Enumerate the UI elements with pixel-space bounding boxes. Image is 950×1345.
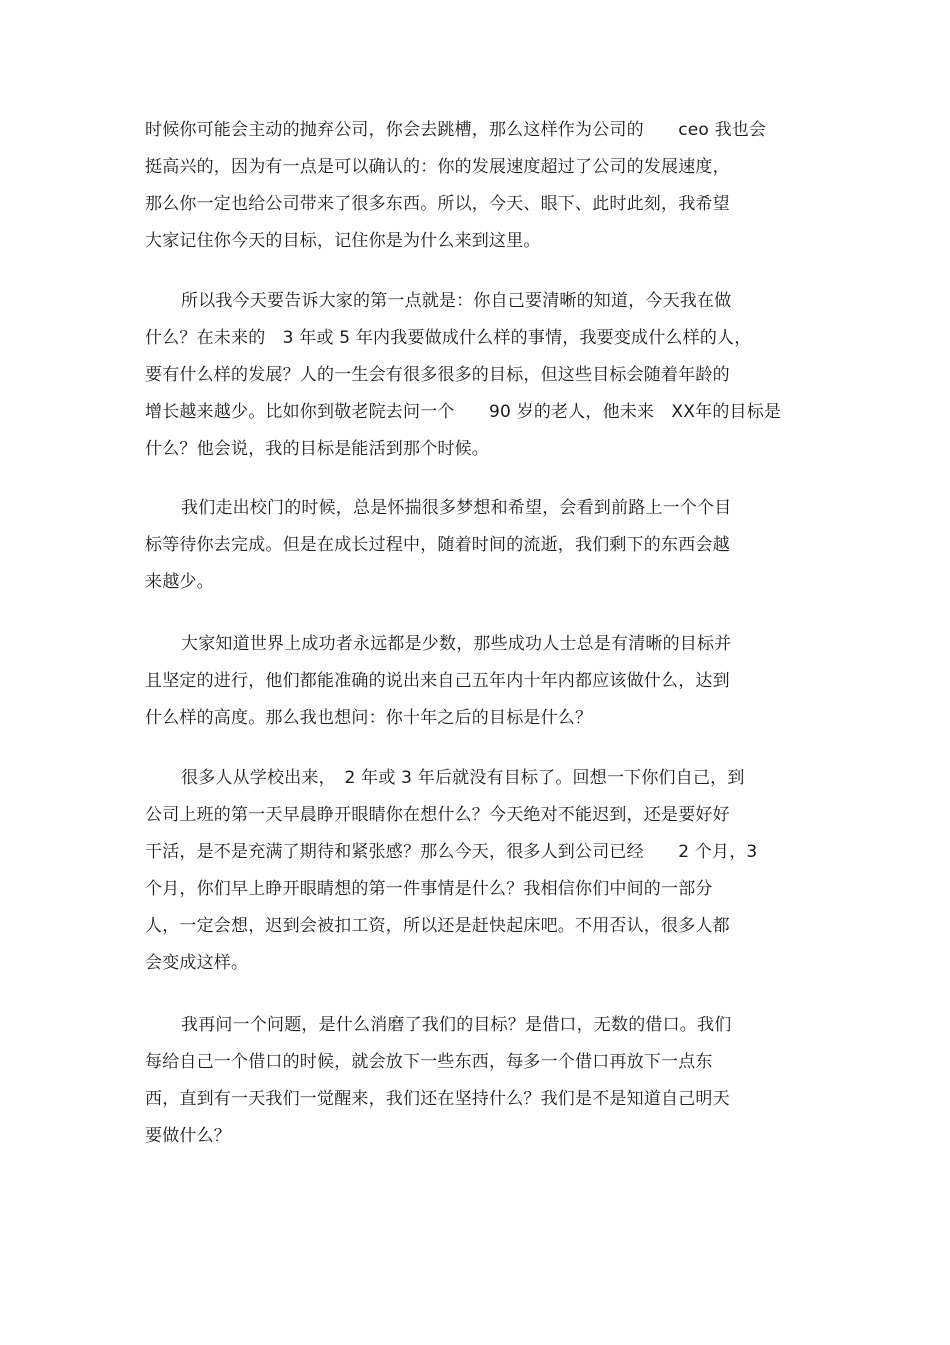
paragraph-line: 增长越来越少。比如你到敬老院去问一个 90 岁的老人，他未来 XX年的目标是 (145, 402, 782, 422)
paragraph-line: 所以我今天要告诉大家的第一点就是：你自己要清晰的知道，今天我在做 (181, 291, 732, 311)
paragraph-4 (145, 626, 805, 737)
paragraph-line: 个月，你们早上睁开眼睛想的第一件事情是什么？我相信你们中间的一部分 (145, 879, 713, 899)
paragraph-line: 要做什么？ (145, 1126, 231, 1146)
paragraph-line: 什么？在未来的 3 年或 5 年内我要做成什么样的事情，我要变成什么样的人， (145, 328, 752, 348)
paragraph-3 (145, 490, 805, 601)
paragraph-line: 且坚定的进行，他们都能准确的说出来自己五年内十年内都应该做什么，达到 (145, 671, 730, 691)
paragraph-line: 我们走出校门的时候，总是怀揣很多梦想和希望，会看到前路上一个个目 (181, 498, 732, 518)
paragraph-line: 时候你可能会主动的抛弃公司，你会去跳槽，那么这样作为公司的 ceo 我也会 (145, 120, 767, 140)
paragraph-line: 大家记住你今天的目标，记住你是为什么来到这里。 (145, 231, 541, 251)
paragraph-line: 会变成这样。 (145, 953, 249, 973)
paragraph-line: 干活，是不是充满了期待和紧张感？那么今天，很多人到公司已经 2 个月，3 (145, 842, 758, 862)
paragraph-line: 那么你一定也给公司带来了很多东西。所以，今天、眼下、此时此刻，我希望 (145, 194, 730, 214)
paragraph-line: 每给自己一个借口的时候，就会放下一些东西，每多一个借口再放下一点东 (145, 1052, 713, 1072)
paragraph-5 (145, 760, 805, 982)
paragraph-line: 人，一定会想，迟到会被扣工资，所以还是赶快起床吧。不用否认，很多人都 (145, 916, 730, 936)
paragraph-line: 公司上班的第一天早晨睁开眼睛你在想什么？今天绝对不能迟到，还是要好好 (145, 805, 730, 825)
paragraph-line: 标等待你去完成。但是在成长过程中，随着时间的流逝，我们剩下的东西会越 (145, 535, 730, 555)
paragraph-2 (145, 283, 805, 468)
paragraph-line: 大家知道世界上成功者永远都是少数，那些成功人士总是有清晰的目标并 (181, 634, 732, 654)
paragraph-line: 西，直到有一天我们一觉醒来，我们还在坚持什么？我们是不是知道自己明天 (145, 1089, 730, 1109)
paragraph-line: 很多人从学校出来， 2 年或 3 年后就没有目标了。回想一下你们自己，到 (181, 768, 745, 788)
paragraph-line: 来越少。 (145, 572, 214, 592)
paragraph-line: 我再问一个问题，是什么消磨了我们的目标？是借口，无数的借口。我们 (181, 1015, 732, 1035)
paragraph-line: 要有什么样的发展？人的一生会有很多很多的目标，但这些目标会随着年龄的 (145, 365, 730, 385)
paragraph-6 (145, 1007, 805, 1155)
paragraph-line: 什么样的高度。那么我也想问：你十年之后的目标是什么？ (145, 708, 593, 728)
paragraph-1 (145, 112, 805, 260)
paragraph-line: 什么？他会说，我的目标是能活到那个时候。 (145, 439, 489, 459)
paragraph-line: 挺高兴的，因为有一点是可以确认的：你的发展速度超过了公司的发展速度， (145, 157, 730, 177)
